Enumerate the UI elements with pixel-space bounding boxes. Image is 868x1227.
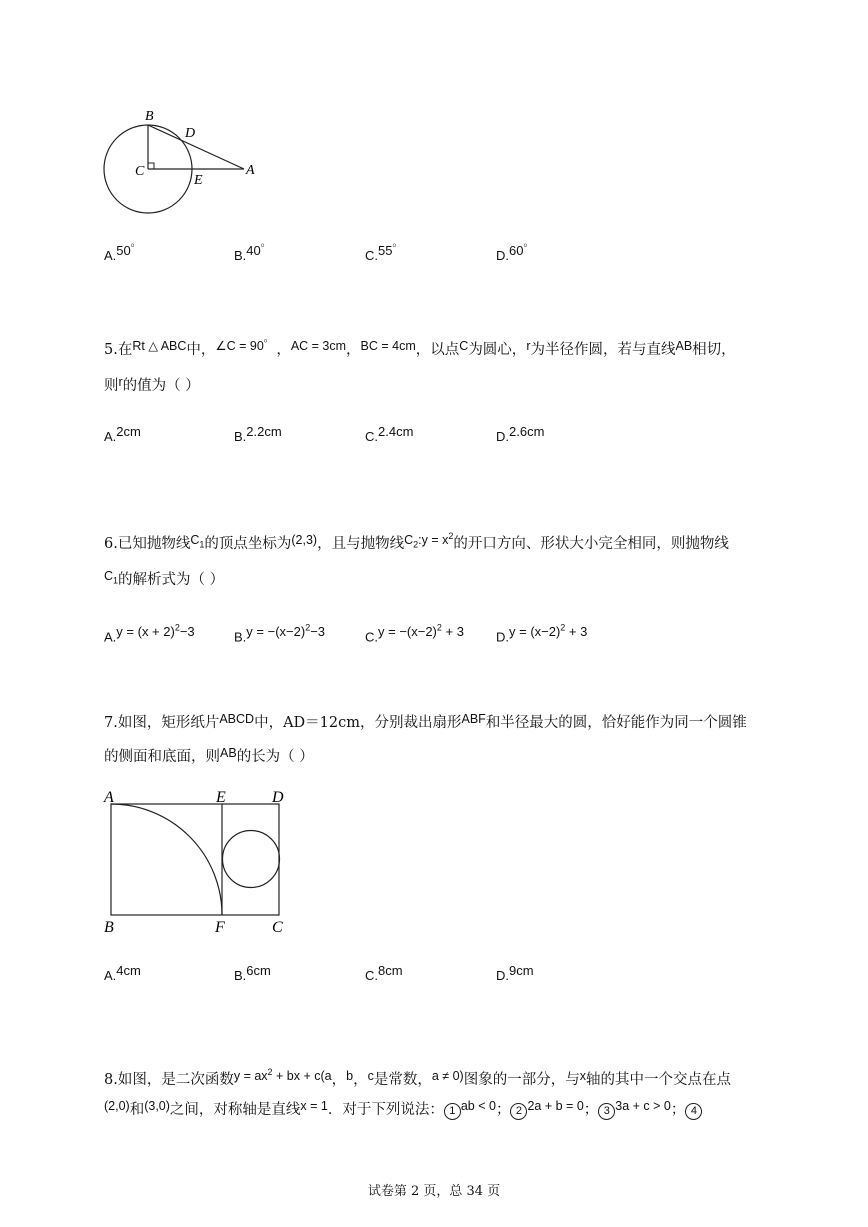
q6-option-c[interactable]: $C.y = -(x-2)^2 + 3$ (365, 623, 464, 645)
label-a: A (246, 163, 255, 178)
option-value: 60゜ (509, 243, 537, 258)
circled-number-2: 2 (510, 1103, 527, 1120)
q6-stem-line2: $C_1$的解析式为（ ） (104, 569, 225, 588)
option-value: 50゜ (116, 243, 144, 258)
q6-stem-line1: 6.已知抛物线$C_1$的顶点坐标为(2,3)，且与抛物线$C_2:y = x^2$的开口方向、形状大小完全相同，则抛物线 (104, 531, 729, 553)
page-footer: 试卷第 2 页，总 34 页 (367, 1184, 501, 1199)
option-label: C. (365, 248, 378, 263)
label-a: A (104, 789, 114, 806)
label-c: C (272, 919, 283, 936)
option-label: B. (234, 248, 247, 263)
circle-triangle-figure (98, 105, 268, 223)
rectangle-sector-figure (100, 785, 300, 940)
option-label: D. (496, 248, 509, 263)
option-value: 40゜ (246, 243, 274, 258)
q7-option-d[interactable]: D.9cm (496, 963, 534, 983)
q7-option-c[interactable]: C.8cm (365, 963, 403, 983)
label-d: D (272, 789, 284, 806)
circled-number-3: 3 (598, 1103, 615, 1120)
q7-option-a[interactable]: A.4cm (104, 963, 141, 983)
q6-option-d[interactable]: $D.y = (x-2)^2 + 3$ (496, 623, 588, 645)
segment-ba (148, 125, 244, 169)
q5-option-b[interactable]: B.2.2cm (234, 424, 282, 444)
sector-arc (111, 804, 222, 915)
q7-stem-line1: 7.如图，矩形纸片ABCD中，AD＝12cm，分别裁出扇形ABF和半径最大的圆，恰好能作为同一个圆锥 (104, 712, 747, 731)
q5-stem-line1: 5.在Rt △ ABC中，∠C = 90゜，AC = 3cm，BC = 4cm，以点C为圆心，r为半径作圆，若与直线AB相切， (104, 339, 736, 358)
label-e: E (194, 173, 203, 188)
label-b: B (145, 109, 154, 124)
inscribed-circle (223, 831, 280, 888)
circled-number-1: 1 (444, 1103, 461, 1120)
q5-option-c[interactable]: C.2.4cm (365, 424, 414, 444)
label-c: C (135, 164, 145, 179)
q8-stem-line2: (2,0)和(3,0)之间，对称轴是直线x = 1．对于下列说法： 1 ab < 0； 2 2a + b = 0； 3 3a + c > 0； 4 (104, 1100, 702, 1120)
right-angle-mark (148, 163, 154, 169)
label-b: B (104, 919, 114, 936)
q6-option-a[interactable]: $A.y = (x + 2)^2-3$ (104, 623, 195, 645)
label-d: D (185, 126, 196, 141)
q7-option-b[interactable]: B.6cm (234, 963, 271, 983)
option-value: 55゜ (378, 243, 406, 258)
label-f: F (215, 919, 225, 936)
q5-stem-line2: 则r的值为（ ） (104, 375, 200, 394)
label-e: E (216, 789, 226, 806)
rectangle-abcd (111, 804, 279, 915)
q7-stem-line2: 的侧面和底面，则AB的长为（ ） (104, 746, 314, 765)
q5-option-d[interactable]: D.2.6cm (496, 424, 545, 444)
q4-option-c[interactable] (365, 245, 405, 264)
q5-option-a[interactable]: A.2cm (104, 424, 141, 444)
q4-option-d[interactable] (496, 245, 536, 264)
option-label: A. (104, 248, 117, 263)
q4-option-b[interactable] (234, 245, 274, 264)
q4-option-a[interactable] (104, 245, 144, 264)
q8-stem-line1: 8.如图，是二次函数$y = ax^2$ + bx + c(a，b，c是常数，a ≠ 0)图象的一部分，与x轴的其中一个交点在点 (104, 1067, 731, 1089)
circled-number-4: 4 (685, 1103, 702, 1120)
q6-option-b[interactable]: $B.y = -(x-2)^2-3$ (234, 623, 326, 645)
